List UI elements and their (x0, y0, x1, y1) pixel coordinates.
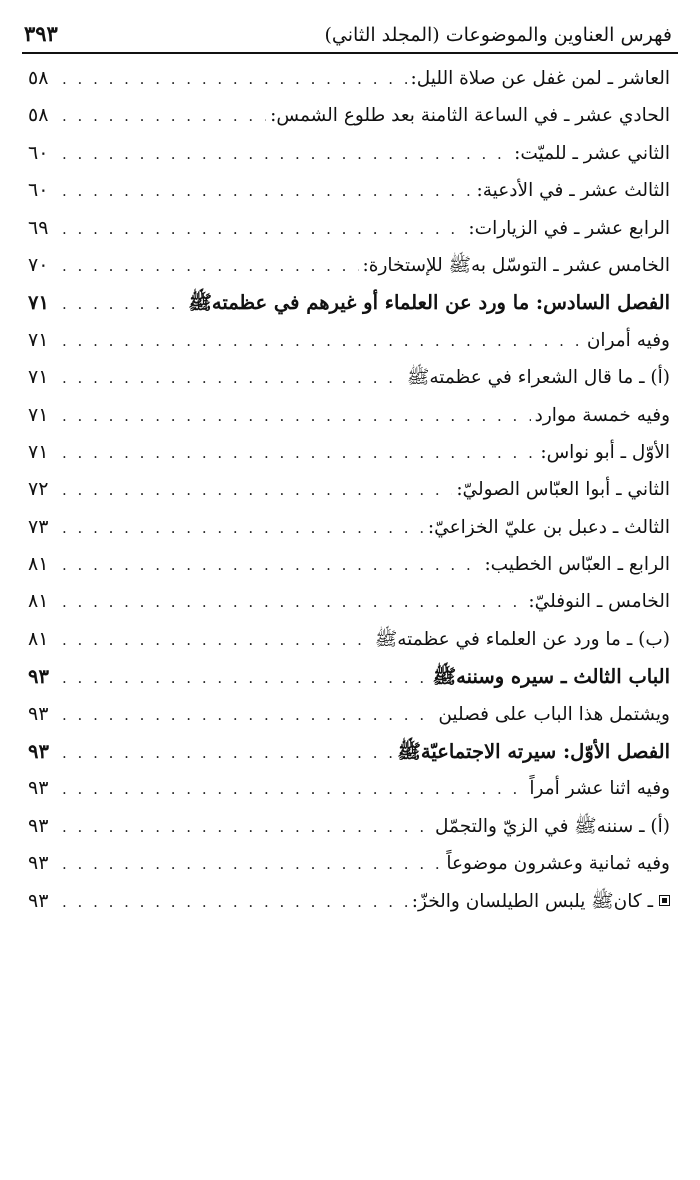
toc-entry (22, 359, 678, 396)
toc-entry (22, 135, 678, 172)
toc-entry-title: الخامس عشر ـ التوسّل بهﷺ للإستخارة: (362, 254, 670, 276)
toc-entry (22, 60, 678, 97)
toc-entry (22, 546, 678, 583)
toc-entry-page: ٧١ (28, 440, 49, 463)
toc-entry-title: وفيه خمسة موارد (534, 404, 670, 426)
toc-entry-page: ٩٣ (28, 740, 49, 764)
toc-entry-title: (أ) ـ ما قال الشعراء في عظمتهﷺ (406, 367, 670, 389)
toc-entry-title: الفصل الأوّل: سيرته الاجتماعيّةﷺ (397, 740, 670, 764)
toc-leader-dots (62, 472, 452, 508)
toc-entry (22, 696, 678, 733)
toc-entry-page: ٦٠ (28, 141, 49, 164)
document-page (22, 20, 678, 920)
toc-leader-dots (62, 323, 583, 359)
toc-entry-page: ٦٠ (28, 179, 49, 202)
toc-leader-dots (62, 136, 510, 172)
header-page-number: ٣٩٣ (24, 21, 58, 46)
toc-entry-title: الأوّل ـ أبو نواس: (540, 441, 670, 463)
toc-entry-title: العاشر ـ لمن غفل عن صلاة الليل: (410, 68, 670, 89)
toc-entry (22, 808, 678, 845)
toc-leader-dots (62, 697, 434, 733)
toc-entry-page: ٧٣ (28, 515, 49, 538)
toc-entry (22, 471, 678, 508)
toc-entry-page: ٥٨ (28, 104, 49, 127)
toc-entry (22, 621, 678, 658)
toc-entry (22, 397, 678, 434)
toc-entry (22, 583, 678, 620)
toc-leader-dots (62, 61, 407, 97)
toc-leader-dots (62, 884, 408, 920)
table-of-contents (22, 60, 678, 920)
toc-entry-title: (أ) ـ سننهﷺ في الزيّ والتجمّل (435, 815, 670, 837)
toc-entry-page: ٧١ (28, 366, 49, 389)
page-header (22, 20, 678, 54)
toc-entry-page: ٩٣ (28, 777, 49, 800)
toc-entry-page: ٩٣ (28, 889, 49, 912)
toc-leader-dots (62, 547, 480, 583)
toc-entry-title: الثالث ـ دعبل بن عليّ الخزاعيّ: (427, 516, 670, 538)
toc-entry-page: ٨١ (28, 590, 49, 613)
toc-entry-page: ٩٣ (28, 702, 49, 725)
toc-entry-page: ٩٣ (28, 852, 49, 875)
toc-leader-dots (62, 211, 464, 247)
toc-entry-title: الثاني عشر ـ للميّت: (514, 142, 670, 164)
toc-entry-title: وفيه اثنا عشر أمراً (529, 778, 670, 800)
toc-entry-page: ٧١ (28, 403, 49, 426)
toc-entry-title-with-icon (412, 883, 670, 920)
toc-leader-dots (62, 398, 531, 434)
toc-entry-title: ـ كانﷺ يلبس الطيلسان والخزّ: (411, 890, 653, 912)
toc-leader-dots (62, 584, 524, 620)
toc-entry-page: ٨١ (28, 627, 49, 650)
toc-entry (22, 247, 678, 284)
toc-entry-title: وفيه ثمانية وعشرون موضوعاً (446, 853, 670, 875)
toc-section-heading (22, 733, 678, 770)
toc-entry-page: ٥٨ (28, 67, 49, 89)
toc-entry (22, 770, 678, 807)
toc-entry (22, 172, 678, 209)
toc-entry-page: ٩٣ (28, 665, 49, 689)
toc-entry-title: الرابع عشر ـ في الزيارات: (468, 217, 670, 239)
toc-section-heading (22, 284, 678, 321)
toc-leader-dots (62, 735, 393, 770)
toc-entry-page: ٧١ (28, 291, 49, 315)
toc-entry-title: (ب) ـ ما ورد عن العلماء في عظمتهﷺ (374, 628, 670, 650)
toc-entry (22, 434, 678, 471)
toc-entry (22, 883, 678, 920)
toc-leader-dots (62, 846, 442, 882)
toc-entry-page: ٧١ (28, 328, 49, 351)
toc-entry (22, 322, 678, 359)
toc-entry-page: ٩٣ (28, 814, 49, 837)
toc-entry-title: الحادي عشر ـ في الساعة الثامنة بعد طلوع الشمس: (270, 105, 670, 127)
header-title: فهرس العناوين والموضوعات (المجلد الثاني) (324, 24, 672, 46)
toc-entry-page: ٧٢ (28, 478, 49, 501)
toc-entry (22, 97, 678, 134)
toc-entry-title: الرابع ـ العبّاس الخطيب: (484, 554, 670, 576)
toc-leader-dots (62, 286, 184, 321)
toc-section-heading (22, 658, 678, 695)
toc-leader-dots (62, 771, 525, 807)
toc-entry-page: ٦٩ (28, 216, 49, 239)
toc-entry-title: الثاني ـ أبوا العبّاس الصوليّ: (456, 479, 670, 501)
boxed-square-icon (659, 895, 670, 906)
toc-leader-dots (62, 98, 266, 134)
toc-leader-dots (62, 248, 359, 284)
toc-leader-dots (62, 173, 473, 209)
toc-leader-dots (62, 660, 429, 695)
toc-entry (22, 845, 678, 882)
toc-leader-dots (62, 622, 371, 658)
toc-leader-dots (62, 809, 431, 845)
toc-entry-page: ٧٠ (28, 253, 49, 276)
toc-entry (22, 509, 678, 546)
toc-entry-title: الفصل السادس: ما ورد عن العلماء أو غيرهم في عظمتهﷺ (188, 291, 670, 315)
toc-entry-page: ٨١ (28, 553, 49, 576)
toc-leader-dots (62, 510, 424, 546)
toc-entry-title: الخامس ـ النوفليّ: (528, 591, 670, 613)
toc-entry-title: ويشتمل هذا الباب على فصلين (438, 703, 670, 725)
toc-leader-dots (62, 360, 403, 396)
toc-entry-title: وفيه أمران (586, 329, 670, 351)
toc-leader-dots (62, 435, 536, 471)
toc-entry (22, 210, 678, 247)
toc-entry-title: الباب الثالث ـ سيره وسننهﷺ (432, 665, 670, 689)
toc-entry-title: الثالث عشر ـ في الأدعية: (476, 180, 670, 202)
